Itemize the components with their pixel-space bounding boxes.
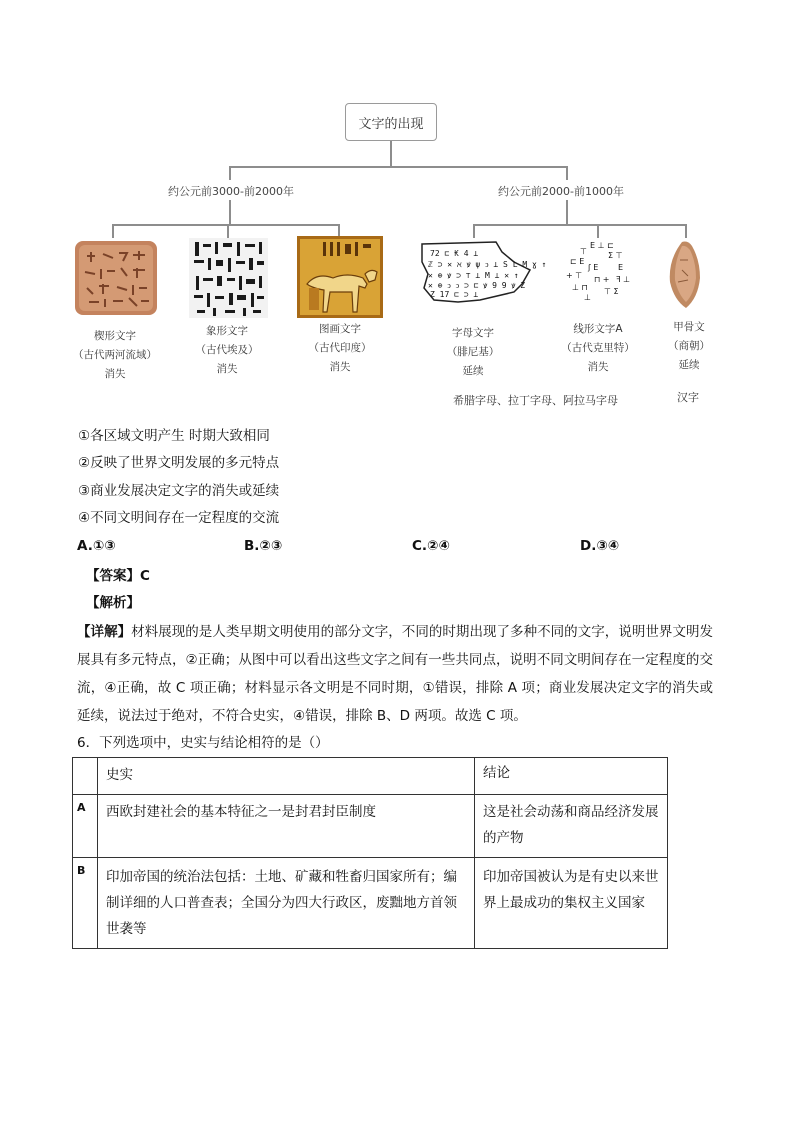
script-name: 象形文字 xyxy=(206,325,248,337)
detail-paragraph xyxy=(77,618,713,730)
script-caption-indus xyxy=(285,320,395,377)
analysis-label: 【解析】 xyxy=(86,595,140,611)
option-4: ④不同文明间存在一定程度的交流 xyxy=(78,510,280,526)
tablet-text-line: 72 ⊏ ₭ 4 ⊥ xyxy=(430,249,479,258)
connector-line xyxy=(227,224,229,238)
choice-b: B.②③ xyxy=(244,538,283,554)
connector-line xyxy=(229,166,568,168)
period-right-label: 约公元前2000-前1000年 xyxy=(498,185,624,198)
script-status: 消失 xyxy=(329,361,351,373)
table-cell xyxy=(475,795,668,858)
script-origin: （腓尼基） xyxy=(446,346,500,358)
tablet-text-line: ✕ ⊕ ↄ ↄ ⊃ ⊏ ꝟ 9 9 ꝟ Z xyxy=(428,281,526,290)
option-1: ①各区域文明产生 时期大致相同 xyxy=(78,428,270,444)
choice-a: A.①③ xyxy=(77,538,116,554)
header-fact: 史实 xyxy=(106,767,133,783)
table-cell xyxy=(73,858,98,949)
table-cell xyxy=(73,795,98,858)
table-cell xyxy=(98,858,475,949)
svg-text:⊓ +: ⊓ + xyxy=(594,275,610,284)
script-name: 图画文字 xyxy=(319,323,361,335)
linear-a-disc-image xyxy=(560,238,636,308)
svg-text:E ⊥ ⊏: E ⊥ ⊏ xyxy=(590,241,614,250)
row-conclusion: 这是社会动荡和商品经济发展的产物 xyxy=(483,804,659,846)
row-label: B xyxy=(77,864,86,877)
table-row xyxy=(73,795,668,858)
header-conclusion: 结论 xyxy=(483,765,510,781)
connector-line xyxy=(473,224,686,226)
script-status: 消失 xyxy=(216,363,238,375)
cuneiform-tablet-image xyxy=(73,238,159,318)
script-caption-cuneiform xyxy=(60,327,170,384)
answer-label: 【答案】 xyxy=(86,568,140,584)
indus-seal-image xyxy=(297,236,383,318)
script-origin: （商朝） xyxy=(668,340,710,352)
hieroglyph-image xyxy=(189,238,268,318)
table-cell xyxy=(73,758,98,795)
script-caption-phoenician xyxy=(418,324,528,381)
script-status: 消失 xyxy=(587,361,609,373)
table-cell xyxy=(98,795,475,858)
script-origin: （古代两河流域） xyxy=(73,349,157,361)
connector-line xyxy=(112,224,114,238)
row-fact: 西欧封建社会的基本特征之一是封君封臣制度 xyxy=(106,804,376,820)
svg-text:⊤ Ʃ: ⊤ Ʃ xyxy=(604,287,619,296)
script-name: 甲骨文 xyxy=(673,321,705,333)
script-caption-hieroglyph xyxy=(172,322,282,379)
script-name: 线形文字A xyxy=(573,323,623,335)
tablet-text-line: Z 17 ⊏ ⊃ ⊥ xyxy=(430,290,479,299)
script-name: 楔形文字 xyxy=(94,330,136,342)
script-status: 延续 xyxy=(462,365,484,377)
connector-line xyxy=(566,166,568,180)
row-label: A xyxy=(77,801,86,814)
connector-line xyxy=(597,224,599,238)
script-origin: （古代埃及） xyxy=(195,344,259,356)
option-3: ③商业发展决定文字的消失或延续 xyxy=(78,483,280,499)
fact-conclusion-table xyxy=(72,757,668,949)
descendant-alphabets-label: 希腊字母、拉丁字母、阿拉马字母 xyxy=(453,394,618,407)
tablet-text-line: ℤ ⊃ ✕ ℵ ꝟ ψ ↄ ⊥ S L M ɣ ↑ xyxy=(428,260,547,269)
svg-text:+ ⊤: + ⊤ xyxy=(566,271,583,280)
detail-label: 【详解】 xyxy=(77,624,132,640)
oracle-bone-image xyxy=(668,240,702,310)
svg-text:E: E xyxy=(618,263,624,272)
script-origin: （古代印度） xyxy=(308,342,372,354)
connector-line xyxy=(229,166,231,180)
row-conclusion: 印加帝国被认为是有史以来世界上最成功的集权主义国家 xyxy=(483,869,659,911)
svg-text:ʃ E: ʃ E xyxy=(588,263,599,272)
table-row xyxy=(73,858,668,949)
script-origin: （古代克里特） xyxy=(561,342,635,354)
table-cell xyxy=(475,858,668,949)
connector-line xyxy=(473,224,475,238)
svg-text:⊥: ⊥ xyxy=(584,293,591,302)
connector-line xyxy=(566,200,568,225)
phoenician-tablet-image xyxy=(418,240,547,305)
script-status: 延续 xyxy=(678,359,700,371)
question-6: 6．下列选项中，史实与结论相符的是（） xyxy=(77,735,329,751)
svg-text:ꟻ ⊥: ꟻ ⊥ xyxy=(616,275,631,284)
tablet-text-line: ✕ ⊕ ꝟ ⊃ ⊤ ⊥ M ⊥ ✕ ↑ xyxy=(428,271,519,280)
connector-line xyxy=(390,141,392,167)
svg-text:⊤: ⊤ xyxy=(580,247,587,256)
script-name: 字母文字 xyxy=(452,327,494,339)
svg-text:Ʃ ⊤: Ʃ ⊤ xyxy=(608,251,623,260)
option-2: ②反映了世界文明发展的多元特点 xyxy=(78,455,280,471)
row-fact: 印加帝国的统治法包括：土地、矿藏和牲畜归国家所有；编制详细的人口普查表；全国分为四大行政区，废黜地方首领世袭等 xyxy=(106,869,457,937)
choice-d: D.③④ xyxy=(580,538,620,554)
descendant-chinese-label: 汉字 xyxy=(677,391,699,404)
choice-c: C.②④ xyxy=(412,538,450,554)
diagram-root-box: 文字的出现 xyxy=(345,103,437,141)
table-cell xyxy=(98,758,475,795)
connector-line xyxy=(229,200,231,225)
answer-line xyxy=(86,564,150,584)
period-left-label: 约公元前3000-前2000年 xyxy=(168,185,294,198)
connector-line xyxy=(685,224,687,238)
table-header-row xyxy=(73,758,668,795)
answer-value: C xyxy=(140,568,150,584)
svg-text:⊏ E: ⊏ E xyxy=(570,257,585,266)
connector-line xyxy=(112,224,339,226)
script-caption-oracle-bone xyxy=(634,318,744,375)
script-status: 消失 xyxy=(104,368,126,380)
svg-text:⊥ ⊓: ⊥ ⊓ xyxy=(572,283,588,292)
table-cell xyxy=(475,758,668,795)
detail-text: 材料展现的是人类早期文明使用的部分文字，不同的时期出现了多种不同的文字，说明世界文明发展具有多元特点，②正确；从图中可以看出这些文字之间有一些共同点，说明不同文明间存在一定程度的交流，④正确，故 C 项正确；材料显示各文明是不同时期，①错误，排除 A 项；商业发展决定文字的消失或延续，说法过于绝对，不符合史实，④错误，排除 B、D 两项。故选 C 项。 xyxy=(77,624,714,724)
